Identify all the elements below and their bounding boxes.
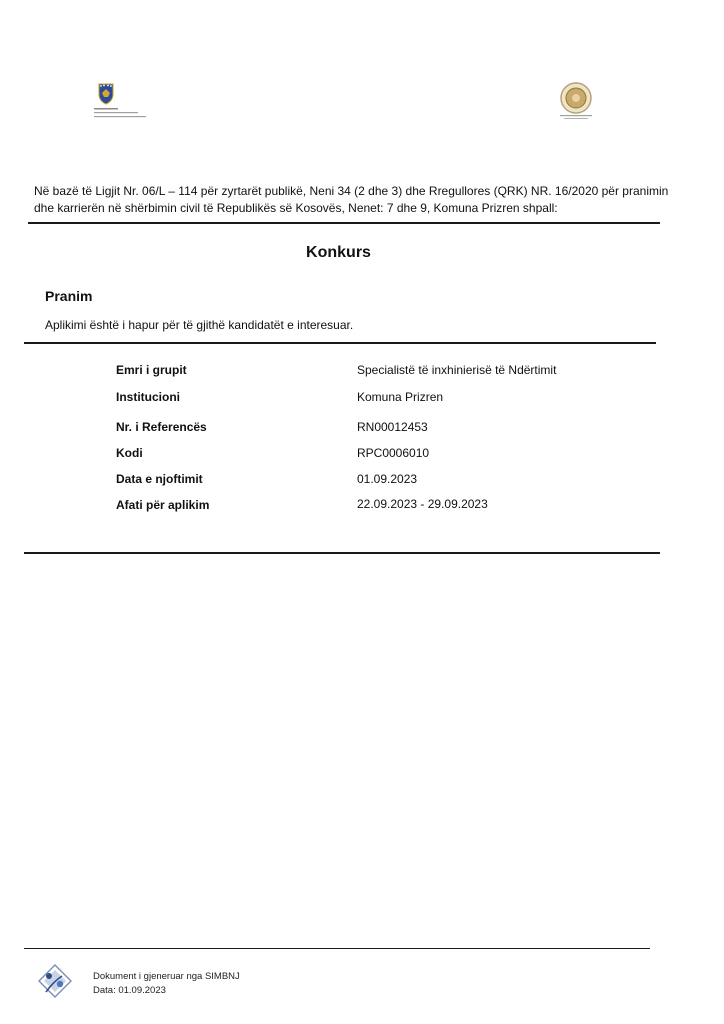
divider <box>24 342 656 344</box>
kosovo-coat-of-arms-logo <box>92 80 148 122</box>
divider <box>28 222 660 224</box>
detail-label-institution: Institucioni <box>116 390 180 404</box>
divider <box>24 552 660 554</box>
municipality-seal-logo <box>546 80 606 122</box>
detail-value-reference: RN00012453 <box>357 420 428 434</box>
document-title: Konkurs <box>306 244 371 261</box>
detail-value-deadline: 22.09.2023 - 29.09.2023 <box>357 497 488 511</box>
detail-value-notice-date: 01.09.2023 <box>357 472 418 486</box>
footer-divider <box>24 948 650 949</box>
detail-value-group-name: Specialistë të inxhinierisë të Ndërtimit <box>357 363 557 377</box>
detail-value-institution: Komuna Prizren <box>357 390 444 404</box>
detail-label-reference: Nr. i Referencës <box>116 420 207 434</box>
detail-value-code: RPC0006010 <box>357 446 430 460</box>
detail-label-notice-date: Data e njoftimit <box>116 472 203 486</box>
section-heading: Pranim <box>45 288 93 304</box>
footer-generated-text: Dokument i gjeneruar nga SIMBNJ <box>93 971 240 982</box>
detail-label-code: Kodi <box>116 446 143 460</box>
footer-date-text: Data: 01.09.2023 <box>93 985 166 996</box>
simbnj-logo <box>36 962 74 1002</box>
legal-basis-text: Në bazë të Ligjit Nr. 06/L – 114 për zyrtarët publikë, Neni 34 (2 dhe 3) dhe Rregullores (QRK) NR. 16/2020 për pranimin dhe karrierën në shërbimin civil të Republikës së Kosovës, Nenet: 7 dhe 9, Komuna Prizren shpall: <box>34 184 669 215</box>
detail-label-group-name: Emri i grupit <box>116 363 187 377</box>
section-intro: Aplikimi është i hapur për të gjithë kandidatët e interesuar. <box>45 318 354 332</box>
detail-label-deadline: Afati për aplikim <box>116 498 210 512</box>
